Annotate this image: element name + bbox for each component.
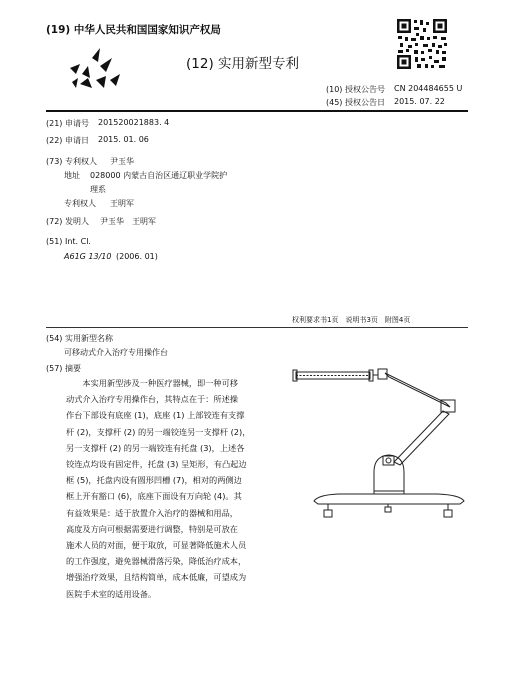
publication-number-label: (10) 授权公告号 (326, 85, 385, 94)
second-patentee-label: 专利权人 (64, 199, 96, 208)
base-housing (374, 455, 404, 491)
application-date-label: (22) 申请日 (46, 136, 89, 145)
abstract-line: 框 (5)，托盘内设有圆形凹槽 (7)，相对的两侧边 (66, 475, 242, 486)
device-drawing (288, 355, 478, 545)
abstract-line: 有益效果是：适于放置介入治疗的器械和用品， (66, 507, 238, 518)
publication-date-label: (45) 授权公告日 (326, 98, 385, 107)
header-divider (46, 110, 468, 112)
qr-code-icon (396, 18, 448, 70)
address-line-2: 理系 (90, 185, 106, 194)
ipc-label: (51) Int. Cl. (46, 237, 91, 246)
abstract-line: 增强治疗效果，且结构简单，成本低廉，可望成为 (66, 572, 247, 583)
ipc-code: A61G 13/10 (64, 252, 112, 261)
application-number-label: (21) 申请号 (46, 119, 89, 128)
ipc-year: (2006. 01) (116, 252, 158, 261)
office-name: (19) 中华人民共和国国家知识产权局 (46, 24, 221, 36)
abstract-line: 的工作强度，避免器械滑落污染，降低治疗成本， (66, 556, 247, 567)
counts-divider (46, 327, 468, 328)
cnipa-emblem-icon (66, 44, 124, 90)
utility-model-title: 可移动式介入治疗专用操作台 (64, 348, 168, 357)
page-counts: 权利要求书1页 说明书3页 附图4页 (292, 316, 411, 324)
abstract-line: 铰连点均设有固定件，托盘 (3) 呈矩形，有凸起边 (66, 459, 247, 470)
document-type: (12) 实用新型专利 (186, 56, 300, 72)
inventors: 尹玉华 王明军 (100, 217, 156, 226)
caster-wheels (324, 504, 452, 517)
address-label: 地址 (64, 171, 80, 180)
publication-date: 2015. 07. 22 (394, 97, 445, 106)
abstract-line: 医院手术室的适用设备。 (66, 588, 157, 599)
title-label: (54) 实用新型名称 (46, 334, 113, 343)
lower-support-rod (394, 411, 449, 465)
base-platform (314, 494, 464, 504)
address-line-1: 028000 内蒙古自治区通辽职业学院护 (90, 171, 228, 180)
abstract-line: 动式介入治疗专用操作台，其特点在于：所述操 (66, 394, 238, 405)
abstract-line: 作台下部设有底座 (1)，底座 (1) 上部铰连有支撑 (66, 410, 245, 421)
inventor-label: (72) 发明人 (46, 217, 89, 226)
abstract-line: 另一支撑杆 (2) 的另一端铰连有托盘 (3)，上述各 (66, 442, 245, 453)
upper-support-rod (385, 373, 450, 407)
abstract-line: 杆 (2)，支撑杆 (2) 的另一端铰连另一支撑杆 (2)， (66, 426, 251, 437)
abstract-text (66, 375, 278, 602)
patentee-label: (73) 专利权人 (46, 157, 97, 166)
application-number: 201520021883. 4 (98, 118, 170, 127)
patentee: 尹玉华 (110, 157, 134, 166)
abstract-line: 施术人员的对面，便于取放，可显著降低施术人员 (66, 540, 247, 551)
abstract-line: 高度及方向可根据需要进行调整，特别是可放在 (66, 523, 238, 534)
abstract-line: 框上开有豁口 (6)，底座下面设有万向轮 (4)。其 (66, 491, 242, 502)
application-date: 2015. 01. 06 (98, 135, 149, 144)
second-patentee: 王明军 (110, 199, 134, 208)
publication-number: CN 204484655 U (394, 84, 463, 93)
abstract-label: (57) 摘要 (46, 364, 81, 373)
abstract-line: 本实用新型涉及一种医疗器械，即一种可移 (66, 378, 238, 388)
